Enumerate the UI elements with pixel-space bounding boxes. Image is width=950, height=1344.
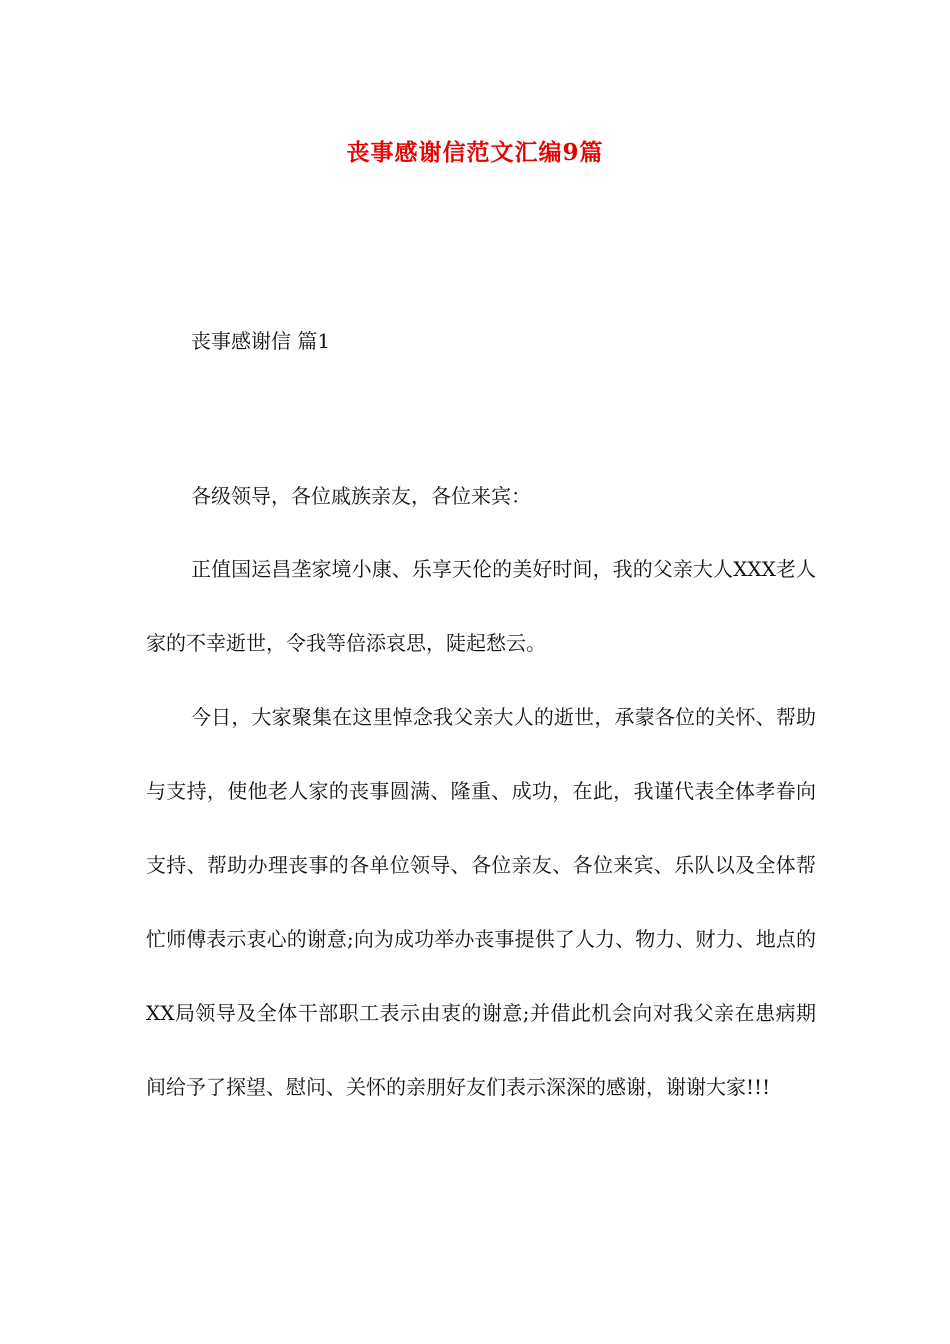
- paragraph-intro: 正值国运昌垄家境小康、乐享天伦的美好时间，我的父亲大人XXX老人家的不幸逝世，令我等倍添哀思，陡起愁云。: [146, 557, 816, 655]
- paragraph-salutation: 各级领导，各位戚族亲友，各位来宾：: [191, 484, 531, 508]
- document-title: 丧事感谢信范文汇编9篇: [346, 139, 604, 166]
- paragraph-thanks: 今日，大家聚集在这里悼念我父亲大人的逝世，承蒙各位的关怀、帮助与支持，使他老人家的丧事圆满、隆重、成功，在此，我谨代表全体孝眷向支持、帮助办理丧事的各单位领导、各位亲友、各位来宾、乐队以及全体帮忙师傅表示衷心的谢意;向为成功举办丧事提供了人力、物力、财力、地点的XX局领导及全体干部职工表示由衷的谢意;并借此机会向对我父亲在患病期间给予了探望、慰问、关怀的亲朋好友们表示深深的感谢，谢谢大家!!!: [146, 705, 816, 1099]
- section-heading: 丧事感谢信 篇1: [191, 329, 331, 353]
